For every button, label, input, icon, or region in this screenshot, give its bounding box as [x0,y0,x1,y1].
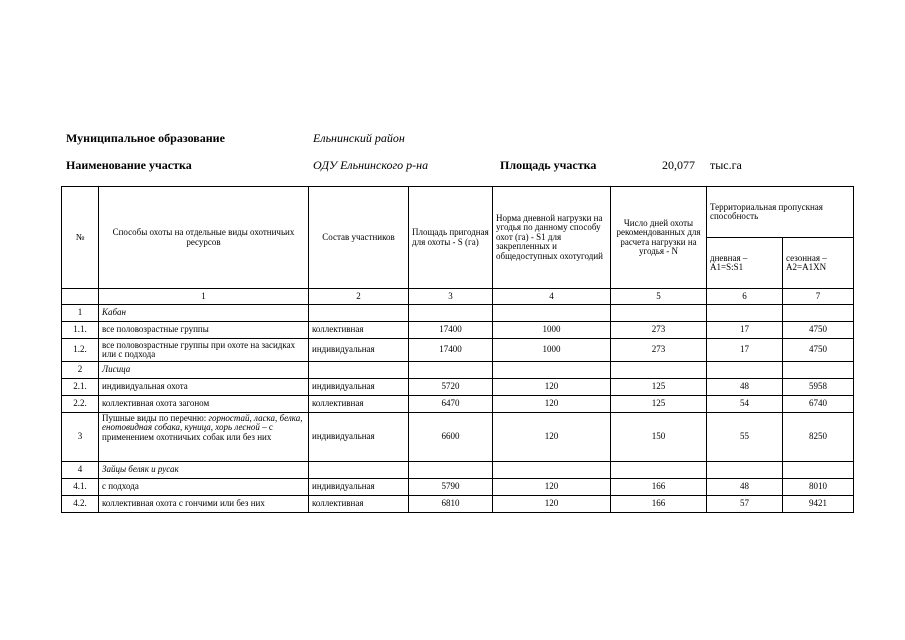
daily-cell: 57 [707,496,783,513]
norm-cell: 1000 [493,339,611,362]
days-cell: 273 [611,339,707,362]
header-methods: Способы охоты на отдельные виды охотничьих ресурсов [99,187,309,289]
method-name-part: – с применением охотничьих собак или без них [102,422,273,442]
participants: индивидуальная [309,339,409,362]
method-name: с подхода [99,479,309,496]
empty-cell [611,362,707,379]
row-number: 2.1. [62,379,99,396]
seasonal-cell: 4750 [783,339,854,362]
seasonal-cell: 9421 [783,496,854,513]
daily-cell: 55 [707,413,783,462]
empty-cell [707,462,783,479]
col-number: 4 [493,289,611,305]
group-name: Лисица [99,362,309,379]
area-cell: 6600 [409,413,493,462]
empty-cell [783,305,854,322]
seasonal-cell: 8010 [783,479,854,496]
col-number: 7 [783,289,854,305]
daily-cell: 54 [707,396,783,413]
header-capacity: Территориальная пропускная способность [707,187,854,238]
method-name: индивидуальная охота [99,379,309,396]
empty-cell [309,305,409,322]
row-number: 1.2. [62,339,99,362]
method-name-part: Пушные виды по перечню: [102,413,209,423]
table-header-row [62,187,854,238]
norm-cell: 120 [493,479,611,496]
participants: коллективная [309,322,409,339]
table-row [62,322,854,339]
empty-cell [493,462,611,479]
method-name: коллективная охота загоном [99,396,309,413]
empty-cell [783,362,854,379]
species-list: горностай, ласка, белка, енотовидная собака, куница, хорь лесной [102,413,303,433]
seasonal-cell: 4750 [783,322,854,339]
norm-cell: 120 [493,496,611,513]
row-number: 4.1. [62,479,99,496]
empty-cell [409,362,493,379]
participants: индивидуальная [309,479,409,496]
header-area: Площадь пригодная для охоты - S (га) [409,187,493,289]
table-row [62,413,854,462]
empty-cell [309,362,409,379]
method-name: все половозрастные группы [99,322,309,339]
days-cell: 125 [611,396,707,413]
area-unit: тыс.га [710,158,742,172]
empty-cell [611,462,707,479]
plot-name-value: ОДУ Ельнинского р-на [313,158,429,172]
table-row [62,396,854,413]
header-no: № [62,187,99,289]
row-number: 4.2. [62,496,99,513]
area-cell: 5790 [409,479,493,496]
norm-cell: 120 [493,396,611,413]
seasonal-cell: 8250 [783,413,854,462]
days-cell: 125 [611,379,707,396]
col-number: 5 [611,289,707,305]
col-number: 1 [99,289,309,305]
days-cell: 166 [611,479,707,496]
method-name: все половозрастные группы при охоте на засидках или с подхода [99,339,309,362]
table-row [62,379,854,396]
header-participants: Состав участников [309,187,409,289]
group-name: Кабан [99,305,309,322]
empty-cell [707,362,783,379]
empty-cell [409,462,493,479]
daily-cell: 17 [707,339,783,362]
area-cell: 6470 [409,396,493,413]
row-number: 2.2. [62,396,99,413]
header-norm: Норма дневной нагрузки на угодья по данному способу охот (га) - S1 для закрепленных и общедоступных охотугодий [493,187,611,289]
norm-cell: 120 [493,413,611,462]
col-number: 6 [707,289,783,305]
row-number: 1.1. [62,322,99,339]
area-value: 20,077 [662,158,695,172]
method-name: коллективная охота с гончими или без них [99,496,309,513]
table-row [62,339,854,362]
row-number: 4 [62,462,99,479]
area-cell: 17400 [409,339,493,362]
method-name [99,413,309,462]
row-number: 3 [62,413,99,462]
norm-cell: 1000 [493,322,611,339]
participants: коллективная [309,496,409,513]
area-label: Площадь участка [500,158,597,172]
empty-cell [783,462,854,479]
empty-cell [707,305,783,322]
municipality-value: Ельнинский район [313,131,405,145]
empty-cell [309,462,409,479]
seasonal-cell: 6740 [783,396,854,413]
row-number: 1 [62,305,99,322]
participants: индивидуальная [309,379,409,396]
area-cell: 17400 [409,322,493,339]
norm-cell: 120 [493,379,611,396]
header-seasonal: сезонная – A2=A1XN [783,238,854,289]
group-row [62,362,854,379]
group-row [62,462,854,479]
col-number: 2 [309,289,409,305]
days-cell: 166 [611,496,707,513]
area-cell: 6810 [409,496,493,513]
col-number: 3 [409,289,493,305]
hunting-capacity-table [61,186,854,513]
group-row [62,305,854,322]
seasonal-cell: 5958 [783,379,854,396]
daily-cell: 48 [707,379,783,396]
group-name: Зайцы беляк и русак [99,462,309,479]
table-row [62,479,854,496]
empty-cell [493,362,611,379]
empty-cell [611,305,707,322]
table-row [62,496,854,513]
daily-cell: 48 [707,479,783,496]
row-number: 2 [62,362,99,379]
days-cell: 150 [611,413,707,462]
daily-cell: 17 [707,322,783,339]
header-days: Число дней охоты рекомендованных для расчета нагрузки на угодья - N [611,187,707,289]
col-number [62,289,99,305]
days-cell: 273 [611,322,707,339]
empty-cell [409,305,493,322]
header-daily: дневная – A1=S:S1 [707,238,783,289]
plot-name-label: Наименование участка [66,158,192,172]
area-cell: 5720 [409,379,493,396]
empty-cell [493,305,611,322]
participants: коллективная [309,396,409,413]
municipality-label: Муниципальное образование [66,131,225,145]
participants: индивидуальная [309,413,409,462]
column-numbers-row [62,289,854,305]
